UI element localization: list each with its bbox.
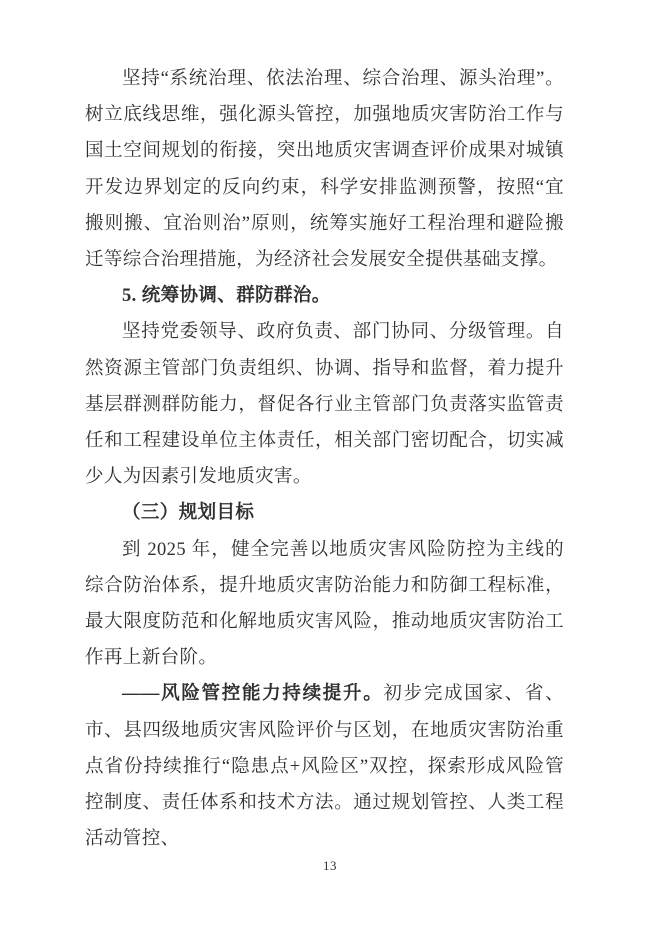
paragraph [85,314,564,495]
text-segment: 坚持党委领导、政府负责、部门协同、分级管理。自然资源主管部门负责组织、协调、指导和监督，着力提升基层群测群防能力，督促各行业主管部门负责落实监管责任和工程建设单位主体责任，相关部门密切配合，切实减少人为因素引发地质灾害。 [85,322,564,488]
text-segment: 初步完成国家、省、市、县四级地质灾害风险评价与区划，在地质灾害防治重点省份持续推行“隐患点+风险区”双控，探索形成风险管控制度、责任体系和技术方法。通过规划管控、人类工程活动管控、 [85,684,564,850]
text-segment: 5. 统筹协调、群防群治。 [122,286,331,307]
text-segment: 坚持“系统治理、依法治理、综合治理、源头治理”。树立底线思维，强化源头管控，加强地质灾害防治工作与国土空间规划的衔接，突出地质灾害调查评价成果对城镇开发边界划定的反向约束，科学安排监测预警，按照“宜搬则搬、宜治则治”原则，统筹实施好工程治理和避险搬迁等综合治理措施，为经济社会发展安全提供基础支撑。 [85,69,564,271]
section-heading [85,495,564,531]
page-number: 13 [323,858,337,873]
paragraph [85,532,564,677]
text-segment: （三）规划目标 [122,503,255,524]
text-segment: 到 2025 年，健全完善以地质灾害风险防控为主线的综合防治体系，提升地质灾害防治能力和防御工程标准，最大限度防范和化解地质灾害风险，推动地质灾害防治工作再上新台阶。 [85,539,564,669]
document-body [85,61,564,857]
text-segment: ——风险管控能力持续提升。 [122,684,384,705]
paragraph [85,61,564,278]
section-heading [85,278,564,314]
paragraph [85,676,564,857]
